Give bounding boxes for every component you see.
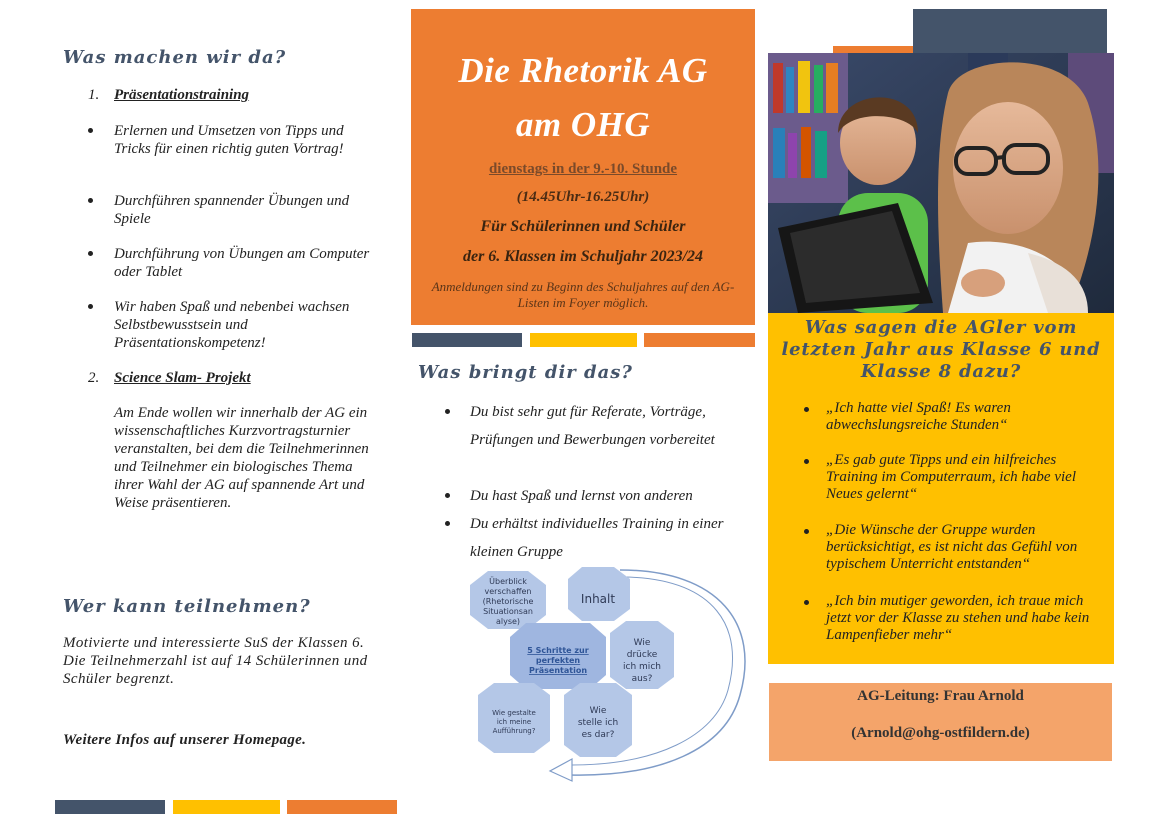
decor-bar-navy bbox=[412, 333, 522, 347]
quotes-box bbox=[768, 313, 1114, 664]
title-line-1: Die Rhetorik AG bbox=[458, 51, 708, 90]
decor-bar-navy bbox=[55, 800, 165, 814]
audience-line-2: der 6. Klassen im Schuljahr 2023/24 bbox=[462, 248, 704, 265]
title-box bbox=[411, 9, 755, 325]
center-label: 5 Schritte zur perfekten Präsentation bbox=[527, 646, 589, 675]
heading-what-we-do: Was machen wir da? bbox=[63, 47, 287, 68]
decor-bar-yellow bbox=[530, 333, 637, 347]
photo-children-tablet bbox=[768, 53, 1114, 313]
bullet-icon bbox=[88, 251, 93, 256]
decor-bar-yellow bbox=[173, 800, 280, 814]
bullet-icon bbox=[804, 600, 809, 605]
bullet-icon bbox=[445, 521, 450, 526]
step-label-inhalt: Inhalt bbox=[580, 592, 616, 606]
step-label: Wie stelle ich es dar? bbox=[577, 706, 619, 740]
five-steps-diagram bbox=[460, 565, 755, 790]
bullet-icon bbox=[88, 198, 93, 203]
bullet-icon bbox=[445, 493, 450, 498]
science-slam-description: Am Ende wollen wir innerhalb der AG ein wissenschaftliches Kurzvortragsturnier veranstalten, bei dem die Teilnehmerinnen und Teilnehmer ein biologisches Thema ihrer Wahl der AG auf spannende Art und Weise präsentieren. bbox=[114, 405, 369, 511]
quote-item: „Es gab gute Tipps und ein hilfreiches Training im Computerraum, ich habe viel Neues gelernt“ bbox=[826, 452, 1076, 502]
more-info-homepage: Weitere Infos auf unserer Homepage. bbox=[63, 732, 307, 748]
bullet-icon bbox=[88, 128, 93, 133]
item-title-presentation-training: Präsentationstraining bbox=[114, 87, 250, 103]
lead-teacher: AG-Leitung: Frau Arnold bbox=[857, 688, 1024, 704]
list-item: Du hast Spaß und lernst von anderen bbox=[440, 482, 745, 510]
heading-who-can-join: Wer kann teilnehmen? bbox=[63, 596, 311, 617]
step-label: Wie gestalte ich meine Aufführung? bbox=[492, 709, 536, 735]
step-label: Wie drücke ich mich aus? bbox=[623, 638, 661, 684]
decor-bar-orange bbox=[287, 800, 397, 814]
decor-bar-orange bbox=[644, 333, 755, 347]
contact-box bbox=[769, 683, 1112, 761]
registration-note: Anmeldungen sind zu Beginn des Schuljahres auf den AG-Listen im Foyer möglich. bbox=[431, 279, 735, 310]
item-title-science-slam: Science Slam- Projekt bbox=[114, 370, 251, 386]
schedule-time: (14.45Uhr-16.25Uhr) bbox=[516, 189, 650, 205]
quote-item: „Ich bin mutiger geworden, ich traue mich jetzt vor der Klasse zu stehen und habe kein Lampenfieber mehr“ bbox=[826, 593, 1090, 643]
title-line-2: am OHG bbox=[515, 105, 651, 144]
list-item: Du bist sehr gut für Referate, Vorträge, Prüfungen und Bewerbungen vorbereitet bbox=[440, 398, 745, 454]
quote-item: „Die Wünsche der Gruppe wurden berücksichtigt, es ist nicht das Gefühl von typischem Unterricht entstanden“ bbox=[826, 522, 1078, 572]
schedule-days: dienstags in der 9.-10. Stunde bbox=[488, 161, 678, 177]
decor-block-navy bbox=[913, 9, 1107, 53]
quote-item: „Ich hatte viel Spaß! Es waren abwechslungsreiche Stunden“ bbox=[826, 400, 1011, 433]
audience-line-1: Für Schülerinnen und Schüler bbox=[480, 218, 686, 235]
heading-benefits: Was bringt dir das? bbox=[418, 362, 633, 383]
step-label: Überblick verschaffen (Rhetorische Situationsan alyse) bbox=[482, 577, 534, 626]
who-can-join-text: Motivierte und interessierte SuS der Klassen 6. Die Teilnehmerzahl ist auf 14 Schülerinnen und Schüler begrenzt. bbox=[63, 635, 368, 687]
list-number-1: 1. bbox=[88, 87, 100, 103]
activities-list: 1. Präsentationstraining Erlernen und Umsetzen von Tipps und Tricks für einen richtig guten Vortrag! Durchführen spannender Übungen und Spiele Durchführung von Übungen am Computer oder Tablet Wir haben Spaß und nebenbei wachsen Selbstbewusstsein und Präsentationskompetenz! 2. Science Slam- Projekt Am Ende wollen wir innerhalb der AG ein wissenschaftliches Kurzvortragsturnier veranstalten, bei dem die Teilnehmerinnen und Teilnehmer ein biologisches Thema ihrer Wahl der AG auf spannende Art und Weise präsentieren. bbox=[63, 86, 393, 546]
bullet-icon bbox=[804, 459, 809, 464]
bullet-icon bbox=[445, 409, 450, 414]
quotes-title: Was sagen die AGler vom letzten Jahr aus Klasse 6 und Klasse 8 dazu? bbox=[781, 317, 1101, 382]
bullet-icon bbox=[804, 407, 809, 412]
lead-email: (Arnold@ohg-ostfildern.de) bbox=[851, 725, 1030, 741]
list-number-2: 2. bbox=[88, 370, 100, 386]
bullet-icon bbox=[804, 529, 809, 534]
list-item: Du erhältst individuelles Training in einer kleinen Gruppe bbox=[440, 510, 745, 566]
bullet-icon bbox=[88, 304, 93, 309]
arrow-head-icon bbox=[550, 759, 572, 781]
decor-block-orange bbox=[833, 46, 913, 53]
